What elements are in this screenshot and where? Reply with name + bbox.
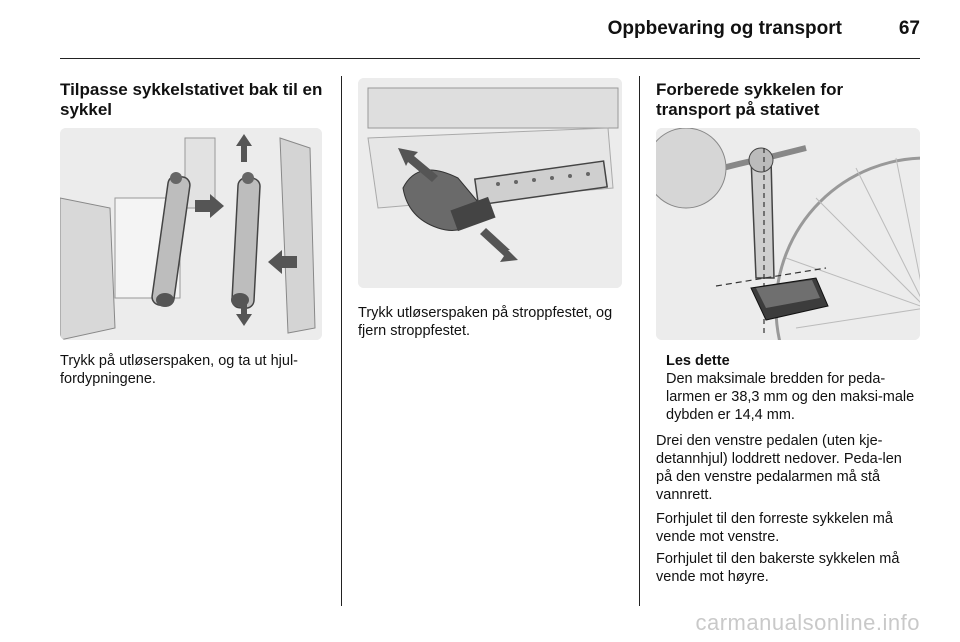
bike-rack-illustration [60,128,322,340]
strap-mount-illustration [358,78,622,288]
figure-pedal-position [656,128,920,340]
figure-strap-mount [358,78,622,288]
section-heading-adjust-rack: Tilpasse sykkelstativet bak til en sykkel [60,80,323,119]
watermark: carmanualsonline.info [695,610,920,635]
header-title: Oppbevaring og transport [607,18,842,39]
note-block [666,352,916,424]
paragraph-front-bike: Forhjulet til den forreste sykkelen må vende mot venstre. [656,511,893,545]
note-label: Les dette [666,353,730,369]
caption-rack-release: Trykk på utløserspaken, og ta ut hjul-fordypningene. [60,353,299,387]
figure-bike-rack-release [60,128,322,340]
caption-strap-mount: Trykk utløserspaken på stroppfestet, og fjern stroppfestet. [358,305,613,339]
pedal-illustration [656,128,920,340]
column-divider-2 [639,76,640,606]
section-heading-prepare-bike: Forberede sykkelen for transport på stativet [656,80,844,119]
paragraph-rear-bike: Forhjulet til den bakerste sykkelen må vende mot høyre. [656,551,900,585]
page-number: 67 [898,18,920,39]
header-rule [60,58,920,59]
note-text: Den maksimale bredden for peda-larmen er 38,3 mm og den maksi-male dybden er 14,4 mm. [666,371,915,423]
column-divider-1 [341,76,342,606]
paragraph-pedal-orientation: Drei den venstre pedalen (uten kje-detannhjul) loddrett nedover. Peda-len på den venstre pedalarmen må stå vannrett. [656,433,902,503]
